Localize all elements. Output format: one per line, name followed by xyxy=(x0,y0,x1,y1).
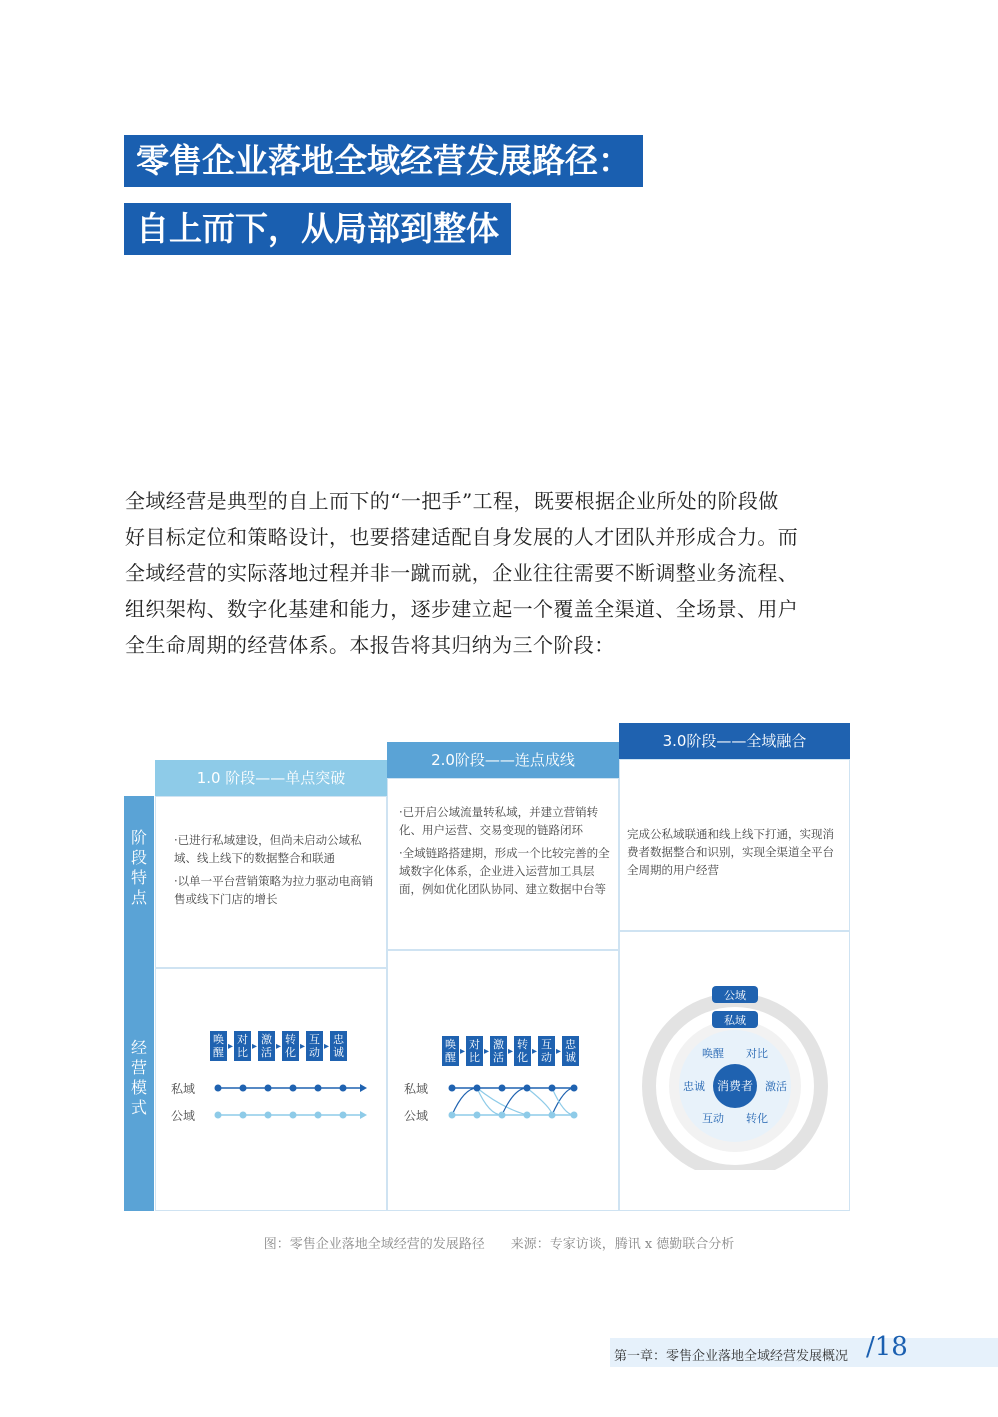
step-chip: 对比 xyxy=(234,1031,251,1061)
chapter-title: 第一章：零售企业落地全域经营发展概况 xyxy=(614,1349,849,1364)
step-chip: 对比 xyxy=(466,1036,483,1066)
page-number: /18 xyxy=(866,1332,908,1362)
stage-2-flow xyxy=(446,1078,606,1123)
wheel-outer-label: 公域 xyxy=(724,989,746,1002)
step-chip: 转化 xyxy=(282,1031,299,1061)
stage-diagram xyxy=(124,723,850,1211)
page-title-line-2: 自上而下，从局部到整体 xyxy=(124,203,511,255)
stage-1-steps xyxy=(210,1031,347,1061)
arrow-icon: ▸ xyxy=(531,1045,538,1057)
public-domain-label: 公域 xyxy=(404,1109,429,1123)
intro-line: 全域经营是典型的自上而下的“一把手”工程，既要根据企业所处的阶段做 xyxy=(125,489,779,513)
intro-line: 组织架构、数字化基建和能力，逐步建立起一个覆盖全渠道、全场景、用户 xyxy=(125,597,799,621)
row-label-char: 式 xyxy=(130,1098,147,1117)
stage-1-header: 1.0 阶段——单点突破 xyxy=(155,760,387,796)
row-label-char: 点 xyxy=(130,888,147,907)
intro-line: 全域经营的实际落地过程并非一蹴而就，企业往往需要不断调整业务流程、 xyxy=(125,561,799,585)
arrow-icon: ▸ xyxy=(507,1045,514,1057)
bullet-text: 完成公私域联通和线上线下打通，实现消费者数据整合和识别，实现全渠道全平台全周期的用户经营 xyxy=(627,827,834,877)
step-chip: 忠诚 xyxy=(330,1031,347,1061)
arrow-icon: ▸ xyxy=(555,1045,562,1057)
page-title-line-1: 零售企业落地全域经营发展路径： xyxy=(124,135,643,187)
intro-line: 全生命周期的经营体系。本报告将其归纳为三个阶段： xyxy=(125,633,615,657)
stage-1-flow xyxy=(212,1078,372,1123)
step-chip: 唤醒 xyxy=(210,1031,227,1061)
arrow-icon: ▸ xyxy=(299,1040,306,1052)
intro-paragraph xyxy=(125,483,860,663)
private-domain-label: 私域 xyxy=(404,1082,429,1096)
row-label-features xyxy=(124,796,154,968)
arrow-icon: ▸ xyxy=(275,1040,282,1052)
step-chip: 互动 xyxy=(538,1036,555,1066)
wheel-step: 忠诚 xyxy=(683,1080,705,1093)
wheel-step: 激活 xyxy=(765,1080,787,1093)
step-chip: 互动 xyxy=(306,1031,323,1061)
wheel-step: 转化 xyxy=(746,1112,768,1125)
bullet-text: ·以单一平台营销策略为拉力驱动电商销售或线下门店的增长 xyxy=(174,874,374,906)
step-chip: 激活 xyxy=(490,1036,507,1066)
wheel-mid-label: 私域 xyxy=(724,1014,746,1027)
row-label-char: 营 xyxy=(130,1058,147,1077)
arrow-icon: ▸ xyxy=(323,1040,330,1052)
arrow-icon: ▸ xyxy=(483,1045,490,1057)
row-label-char: 段 xyxy=(130,848,147,867)
consumer-wheel xyxy=(640,980,830,1170)
stage-1-bullets xyxy=(174,831,374,913)
row-label-mode xyxy=(124,968,154,1211)
row-label-char: 模 xyxy=(130,1078,147,1097)
bullet-text: ·已进行私域建设，但尚未启动公域私域、线上线下的数据整合和联通 xyxy=(174,833,362,865)
wheel-step: 互动 xyxy=(702,1112,724,1125)
wheel-step: 对比 xyxy=(746,1047,768,1060)
wheel-center-label: 消费者 xyxy=(716,1079,754,1093)
bullet-text: ·全域链路搭建期，形成一个比较完善的全域数字化体系，企业进入运营加工具层面，例如优化团队协同、建立数据中台等 xyxy=(399,846,610,896)
arrow-icon: ▸ xyxy=(227,1040,234,1052)
step-chip: 转化 xyxy=(514,1036,531,1066)
step-chip: 唤醒 xyxy=(442,1036,459,1066)
stage-2-bullets xyxy=(399,803,611,903)
row-label-char: 经 xyxy=(130,1038,147,1057)
private-domain-label: 私域 xyxy=(171,1082,196,1096)
stage-2-header: 2.0阶段——连点成线 xyxy=(387,742,619,778)
row-label-char: 特 xyxy=(130,868,147,887)
row-label-char: 阶 xyxy=(130,828,147,847)
bullet-text: ·已开启公域流量转私域，并建立营销转化、用户运营、交易变现的链路闭环 xyxy=(399,805,599,837)
wheel-step: 唤醒 xyxy=(702,1047,724,1060)
arrow-icon: ▸ xyxy=(251,1040,258,1052)
step-chip: 忠诚 xyxy=(562,1036,579,1066)
stage-3-header: 3.0阶段——全域融合 xyxy=(619,723,850,759)
step-chip: 激活 xyxy=(258,1031,275,1061)
stage-2-steps xyxy=(442,1036,579,1066)
intro-line: 好目标定位和策略设计，也要搭建适配自身发展的人才团队并形成合力。而 xyxy=(125,525,799,549)
public-domain-label: 公域 xyxy=(171,1109,196,1123)
stage-3-bullets xyxy=(627,825,842,884)
arrow-icon: ▸ xyxy=(459,1045,466,1057)
figure-caption: 图：零售企业落地全域经营的发展路径 来源：专家访谈，腾讯 x 德勤联合分析 xyxy=(263,1237,735,1252)
